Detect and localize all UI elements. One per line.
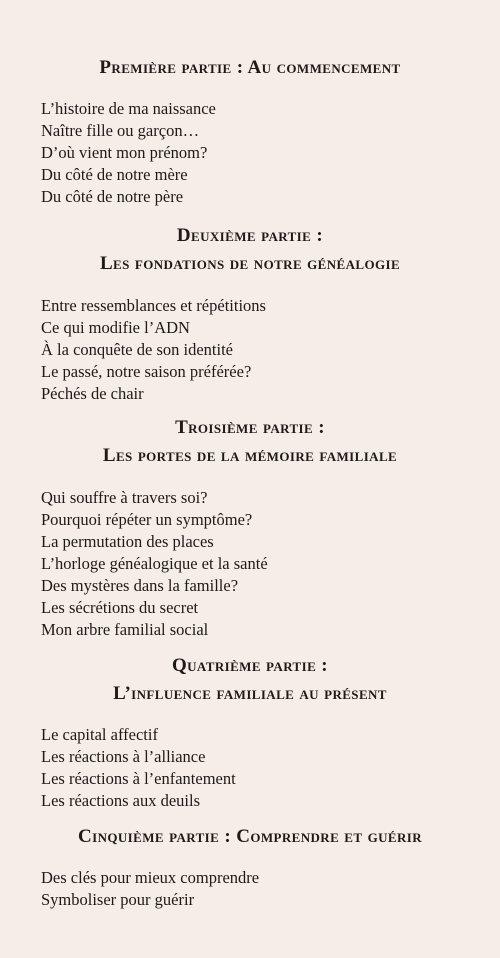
chapter-item: Les sécrétions du secret — [41, 598, 199, 617]
chapter-item: L’horloge généalogique et la santé — [41, 554, 268, 573]
part-four-heading-line-2: L’influence familiale au présent — [113, 683, 387, 704]
chapter-item: Des clés pour mieux comprendre — [41, 868, 260, 887]
part-two-heading-line-1: Deuxième partie : — [176, 225, 324, 246]
chapter-item: Pourquoi répéter un symptôme? — [41, 510, 253, 529]
chapter-item: Les réactions aux deuils — [41, 791, 200, 810]
chapter-item: D’où vient mon prénom? — [41, 143, 208, 162]
chapter-item: La permutation des places — [41, 532, 214, 551]
chapter-item: Symboliser pour guérir — [41, 890, 195, 909]
part-four-heading-line-1: Quatrième partie : — [171, 655, 329, 676]
chapter-item: Les réactions à l’alliance — [41, 747, 206, 766]
part-three-chapter-list — [0, 487, 500, 641]
part-five-heading — [0, 823, 500, 851]
part-one-heading-line: Première partie : Au commencement — [99, 57, 401, 78]
chapter-item: L’histoire de ma naissance — [41, 99, 216, 118]
chapter-item: À la conquête de son identité — [41, 340, 233, 359]
part-five-heading-line: Cinquième partie : Comprendre et guérir — [78, 826, 422, 847]
chapter-item: Le capital affectif — [41, 725, 158, 744]
part-five-chapter-list — [0, 867, 500, 911]
part-two-heading-line-2: Les fondations de notre généalogie — [99, 253, 401, 274]
chapter-item: Péchés de chair — [41, 384, 144, 403]
chapter-item: Les réactions à l’enfantement — [41, 769, 236, 788]
part-three-heading-line-1: Troisième partie : — [175, 417, 325, 438]
part-four-chapter-list — [0, 724, 500, 812]
chapter-item: Mon arbre familial social — [41, 620, 209, 639]
chapter-item: Entre ressemblances et répétitions — [41, 296, 266, 315]
part-two-section — [0, 222, 500, 405]
chapter-item: Qui souffre à travers soi? — [41, 488, 208, 507]
part-one-section — [0, 54, 500, 208]
part-one-chapter-list — [0, 98, 500, 208]
part-two-chapter-list — [0, 295, 500, 405]
chapter-item: Ce qui modifie l’ADN — [41, 318, 190, 337]
part-two-heading — [0, 222, 500, 278]
part-one-heading — [0, 54, 500, 82]
part-four-section — [0, 652, 500, 812]
chapter-item: Du côté de notre père — [41, 187, 184, 206]
chapter-item: Du côté de notre mère — [41, 165, 188, 184]
part-five-section — [0, 823, 500, 911]
part-three-heading-line-2: Les portes de la mémoire familiale — [102, 445, 398, 466]
part-four-heading — [0, 652, 500, 708]
part-three-section — [0, 414, 500, 641]
chapter-item: Naître fille ou garçon… — [41, 121, 200, 140]
chapter-item: Des mystères dans la famille? — [41, 576, 239, 595]
part-three-heading — [0, 414, 500, 470]
chapter-item: Le passé, notre saison préférée? — [41, 362, 252, 381]
